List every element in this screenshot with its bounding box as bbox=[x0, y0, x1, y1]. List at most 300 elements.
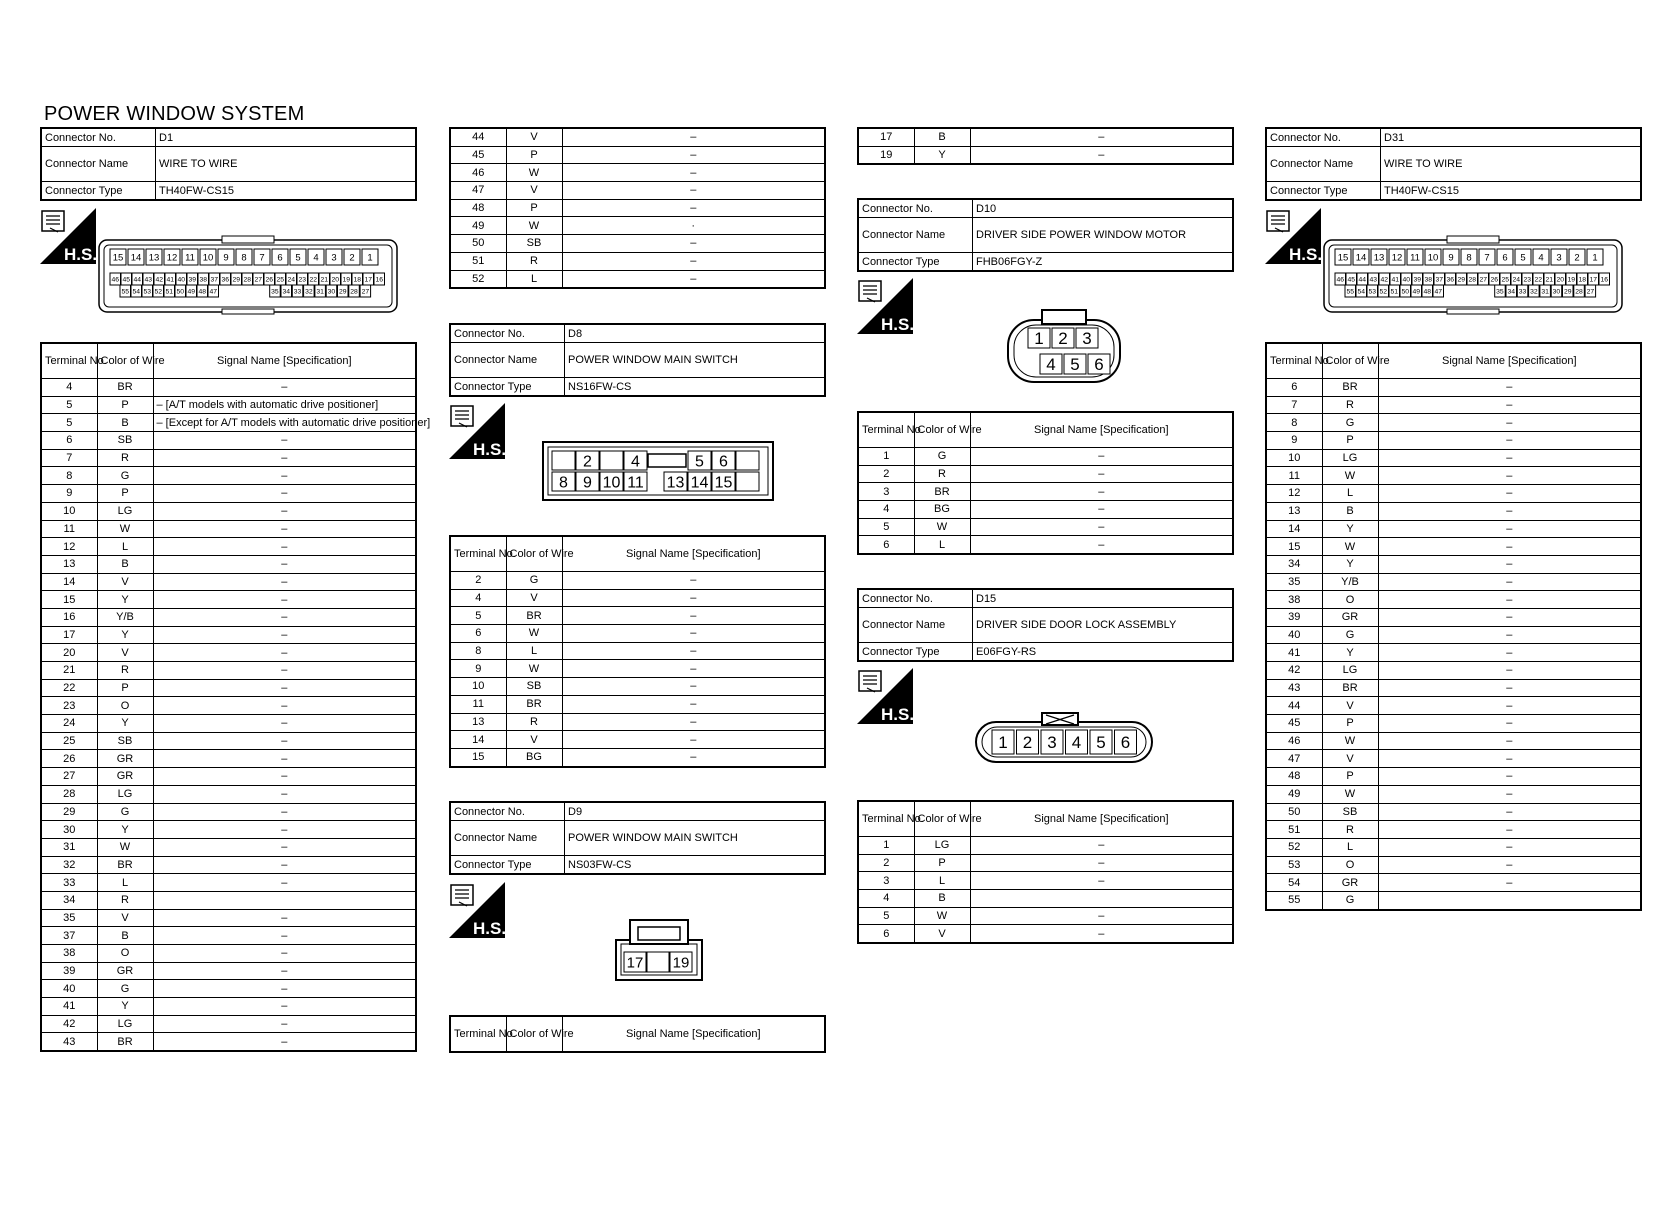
signal-name-cell: – bbox=[970, 837, 1233, 855]
terminal-no-cell: 6 bbox=[858, 536, 914, 554]
wire-color-cell: V bbox=[97, 573, 153, 591]
signal-name-cell: – bbox=[1378, 732, 1641, 750]
terminal-no-cell: 51 bbox=[1266, 821, 1322, 839]
terminal-no-cell: 13 bbox=[450, 713, 506, 731]
terminal-no-cell: 6 bbox=[450, 625, 506, 643]
connector-d9-continued bbox=[857, 127, 1234, 165]
wire-color-cell: Y bbox=[97, 998, 153, 1016]
signal-name-cell: – bbox=[1378, 821, 1641, 839]
wire-color-cell: Y/B bbox=[1322, 573, 1378, 591]
signal-name-cell: – bbox=[1378, 750, 1641, 768]
signal-name-cell: – bbox=[1378, 662, 1641, 680]
terminal-no-cell: 4 bbox=[41, 379, 97, 397]
signal-name-cell: – bbox=[153, 821, 416, 839]
table-row bbox=[41, 679, 416, 697]
hs-label: H.S. bbox=[473, 919, 507, 938]
connector-type-value: TH40FW-CS15 bbox=[156, 182, 417, 201]
table-row bbox=[41, 715, 416, 733]
signal-name-cell: – bbox=[1378, 379, 1641, 397]
wire-color-cell: P bbox=[506, 146, 562, 164]
pin-label: 54 bbox=[1357, 288, 1366, 296]
pin-label: 33 bbox=[1518, 288, 1527, 296]
table-row bbox=[450, 695, 825, 713]
hs-icon bbox=[1265, 208, 1321, 264]
signal-name-cell: – bbox=[1378, 856, 1641, 874]
pin-label: 43 bbox=[144, 276, 153, 284]
terminal-no-cell: 40 bbox=[41, 980, 97, 998]
wire-color-cell: BR bbox=[914, 483, 970, 501]
pin-label: 3 bbox=[331, 252, 337, 264]
terminal-no-header: Terminal No. bbox=[1266, 343, 1322, 379]
pin-label: 46 bbox=[111, 276, 120, 284]
wire-color-cell: BR bbox=[506, 695, 562, 713]
pin-label: 18 bbox=[1578, 276, 1587, 284]
wire-color-cell: BG bbox=[506, 748, 562, 766]
wire-color-cell: Y bbox=[1322, 520, 1378, 538]
terminal-no-cell: 10 bbox=[41, 502, 97, 520]
terminal-no-cell: 9 bbox=[1266, 432, 1322, 450]
pin-label: 27 bbox=[361, 288, 370, 296]
terminal-no-cell: 49 bbox=[450, 217, 506, 235]
wire-color-cell: R bbox=[97, 449, 153, 467]
signal-name-cell: – bbox=[970, 146, 1233, 164]
terminal-no-cell: 45 bbox=[1266, 715, 1322, 733]
wire-color-cell: SB bbox=[97, 732, 153, 750]
signal-name-cell: – bbox=[153, 697, 416, 715]
wire-color-cell: L bbox=[914, 536, 970, 554]
terminal-no-cell: 6 bbox=[41, 432, 97, 450]
wire-color-cell: L bbox=[914, 872, 970, 890]
wire-color-cell: W bbox=[506, 217, 562, 235]
terminal-no-cell: 10 bbox=[450, 678, 506, 696]
pin-label: 48 bbox=[198, 288, 207, 296]
pin-label: 26 bbox=[1490, 276, 1499, 284]
pin-label: 27 bbox=[1479, 276, 1488, 284]
pin-label: 2 bbox=[583, 453, 592, 471]
table-row bbox=[450, 235, 825, 253]
pin-label: 51 bbox=[1390, 288, 1399, 296]
pin-label: 6 bbox=[1094, 355, 1104, 375]
signal-name-cell: – bbox=[562, 146, 825, 164]
table-row bbox=[450, 146, 825, 164]
pin-label: 8 bbox=[241, 252, 247, 264]
terminal-no-cell: 44 bbox=[1266, 697, 1322, 715]
table-row bbox=[41, 980, 416, 998]
pin-label: 42 bbox=[155, 276, 164, 284]
wire-color-cell: LG bbox=[97, 1015, 153, 1033]
lock-tab bbox=[1042, 310, 1086, 324]
connector-d8-block bbox=[449, 323, 826, 397]
terminal-no-cell: 41 bbox=[1266, 644, 1322, 662]
table-row bbox=[41, 768, 416, 786]
table-row bbox=[41, 414, 416, 432]
pin-label: 21 bbox=[320, 276, 329, 284]
wire-color-cell: W bbox=[97, 520, 153, 538]
signal-name-cell: – bbox=[1378, 520, 1641, 538]
table-row bbox=[450, 731, 825, 749]
pin-label: 50 bbox=[1401, 288, 1410, 296]
connector-d31-face bbox=[1323, 236, 1623, 319]
terminal-no-cell: 43 bbox=[41, 1033, 97, 1051]
pin-label: 6 bbox=[1120, 733, 1131, 753]
pin-label: 44 bbox=[1358, 276, 1367, 284]
terminal-no-cell: 22 bbox=[41, 679, 97, 697]
terminal-no-cell: 3 bbox=[858, 872, 914, 890]
pin-label: 5 bbox=[1520, 252, 1526, 264]
connector-d1-pin-table bbox=[40, 342, 431, 1052]
signal-name-cell bbox=[153, 891, 416, 909]
connector-d10-block bbox=[857, 198, 1234, 272]
pin-label: 1 bbox=[1034, 329, 1044, 349]
pin-label: 33 bbox=[293, 288, 302, 296]
terminal-no-cell: 13 bbox=[1266, 502, 1322, 520]
table-row bbox=[450, 128, 825, 146]
connector-d10-pin-table-wrap bbox=[857, 411, 1234, 555]
wire-color-cell: W bbox=[506, 164, 562, 182]
table-row bbox=[450, 182, 825, 200]
connector-d1-face bbox=[98, 236, 398, 319]
table-row bbox=[41, 626, 416, 644]
pin-label: 35 bbox=[1496, 288, 1504, 296]
terminal-no-cell: 49 bbox=[1266, 785, 1322, 803]
connector-name-label: Connector Name bbox=[858, 218, 973, 253]
pin-label: 38 bbox=[1424, 276, 1433, 284]
table-row bbox=[858, 483, 1233, 501]
wire-color-cell: Y bbox=[97, 821, 153, 839]
signal-name-cell: – bbox=[970, 128, 1233, 146]
table-row bbox=[450, 642, 825, 660]
wire-color-cell: R bbox=[97, 662, 153, 680]
connector-d1-block bbox=[40, 127, 417, 201]
pin-label: 2 bbox=[1022, 733, 1033, 753]
table-row bbox=[450, 748, 825, 766]
signal-name-cell: – bbox=[153, 1015, 416, 1033]
pin-label: 42 bbox=[1380, 276, 1389, 284]
terminal-no-cell: 48 bbox=[450, 199, 506, 217]
wire-color-cell: BR bbox=[1322, 679, 1378, 697]
terminal-no-cell: 44 bbox=[450, 128, 506, 146]
signal-name-cell: – bbox=[1378, 502, 1641, 520]
wire-color-cell: LG bbox=[1322, 662, 1378, 680]
wire-color-cell: SB bbox=[506, 678, 562, 696]
pin-label: 15 bbox=[714, 474, 733, 492]
terminal-no-cell: 28 bbox=[41, 785, 97, 803]
pin-label: 14 bbox=[690, 474, 709, 492]
table-row bbox=[41, 945, 416, 963]
pin-label: 47 bbox=[1434, 288, 1443, 296]
pin-label: 23 bbox=[1523, 276, 1532, 284]
terminal-no-cell: 29 bbox=[41, 803, 97, 821]
pin-label: 52 bbox=[1379, 288, 1388, 296]
pin-label: 27 bbox=[254, 276, 263, 284]
terminal-no-cell: 21 bbox=[41, 662, 97, 680]
table-row bbox=[450, 270, 825, 288]
pin-label: 20 bbox=[1556, 276, 1565, 284]
hs-icon bbox=[40, 208, 96, 264]
pin-label: 28 bbox=[1575, 288, 1583, 296]
table-row bbox=[41, 467, 416, 485]
table-row bbox=[450, 252, 825, 270]
table-row bbox=[1266, 768, 1641, 786]
pin-label: 39 bbox=[188, 276, 197, 284]
hs-icon bbox=[857, 278, 913, 334]
terminal-no-cell: 4 bbox=[858, 501, 914, 519]
pin-label: 5 bbox=[1096, 733, 1106, 753]
wire-color-cell: R bbox=[914, 465, 970, 483]
wire-color-cell: BR bbox=[506, 607, 562, 625]
connector-d10-face bbox=[1006, 308, 1122, 389]
terminal-no-cell: 55 bbox=[1266, 891, 1322, 909]
wire-color-cell: BR bbox=[97, 856, 153, 874]
wire-color-cell: GR bbox=[97, 768, 153, 786]
signal-name-cell: – bbox=[1378, 449, 1641, 467]
terminal-no-cell: 5 bbox=[858, 518, 914, 536]
terminal-no-cell: 39 bbox=[41, 962, 97, 980]
signal-name-cell: – bbox=[153, 379, 416, 397]
connector-type-label: Connector Type bbox=[450, 856, 565, 875]
wire-color-cell: GR bbox=[1322, 874, 1378, 892]
terminal-no-cell: 46 bbox=[1266, 732, 1322, 750]
wire-color-cell: LG bbox=[1322, 449, 1378, 467]
terminal-no-cell: 6 bbox=[858, 925, 914, 943]
terminal-no-cell: 34 bbox=[41, 891, 97, 909]
color-header: Color of Wire bbox=[97, 343, 153, 379]
terminal-no-cell: 23 bbox=[41, 697, 97, 715]
connector-d9-block bbox=[449, 801, 826, 875]
signal-name-cell: – bbox=[1378, 838, 1641, 856]
table-row bbox=[41, 644, 416, 662]
pin-label: 29 bbox=[1563, 288, 1572, 296]
pin-label: 53 bbox=[143, 288, 152, 296]
wire-color-cell: W bbox=[914, 518, 970, 536]
connector-no-value: D31 bbox=[1381, 128, 1642, 147]
signal-name-cell: – bbox=[562, 748, 825, 766]
terminal-no-cell: 30 bbox=[41, 821, 97, 839]
pin-label: 28 bbox=[350, 288, 358, 296]
connector-d9-cont-pin-table bbox=[857, 127, 1234, 165]
signal-name-cell: – bbox=[153, 874, 416, 892]
empty-cavity bbox=[552, 451, 575, 470]
signal-name-cell bbox=[970, 890, 1233, 908]
wire-color-cell: V bbox=[506, 589, 562, 607]
pin-label: 8 bbox=[559, 474, 568, 492]
pin-label: 49 bbox=[187, 288, 196, 296]
table-row bbox=[1266, 485, 1641, 503]
wire-color-cell: Y bbox=[914, 146, 970, 164]
connector-d15-block bbox=[857, 588, 1234, 662]
pin-label: 44 bbox=[133, 276, 142, 284]
pin-label: 35 bbox=[271, 288, 279, 296]
wire-color-cell: B bbox=[914, 890, 970, 908]
wire-color-cell: G bbox=[914, 448, 970, 466]
pin-label: 9 bbox=[1448, 252, 1454, 264]
wire-color-cell: P bbox=[1322, 432, 1378, 450]
wire-color-cell: G bbox=[1322, 626, 1378, 644]
pin-label: 13 bbox=[148, 252, 160, 264]
terminal-no-cell: 19 bbox=[858, 146, 914, 164]
connector-type-label: Connector Type bbox=[858, 643, 973, 662]
hs-label: H.S. bbox=[881, 705, 915, 724]
pin-label: 34 bbox=[282, 288, 291, 296]
table-row bbox=[858, 872, 1233, 890]
signal-name-cell: – bbox=[970, 536, 1233, 554]
pin-label: 12 bbox=[1391, 252, 1403, 264]
signal-name-cell: – bbox=[1378, 591, 1641, 609]
table-row bbox=[450, 660, 825, 678]
connector-d31-header bbox=[1265, 127, 1642, 201]
wire-color-cell: O bbox=[97, 945, 153, 963]
connector-type-label: Connector Type bbox=[858, 253, 973, 272]
signal-name-cell: – bbox=[153, 555, 416, 573]
table-row bbox=[450, 572, 825, 590]
terminal-no-cell: 34 bbox=[1266, 555, 1322, 573]
pin-label: 3 bbox=[1556, 252, 1562, 264]
connector-no-value: D8 bbox=[565, 324, 826, 343]
pin-label: 2 bbox=[1574, 252, 1580, 264]
table-row bbox=[41, 803, 416, 821]
hs-icon bbox=[449, 403, 505, 459]
wire-color-cell: Y bbox=[97, 626, 153, 644]
table-row bbox=[858, 146, 1233, 164]
wire-color-cell: SB bbox=[506, 235, 562, 253]
signal-name-cell: – bbox=[153, 732, 416, 750]
pin-label: 25 bbox=[1501, 276, 1510, 284]
connector-d15-pin-table-wrap bbox=[857, 800, 1234, 944]
pin-label: 16 bbox=[1600, 276, 1609, 284]
connector-d1-header bbox=[40, 127, 417, 201]
pin-label: 19 bbox=[1567, 276, 1576, 284]
wire-color-cell: R bbox=[506, 252, 562, 270]
pin-label: 9 bbox=[583, 474, 592, 492]
signal-name-cell: – bbox=[153, 715, 416, 733]
table-row bbox=[41, 538, 416, 556]
table-row bbox=[1266, 591, 1641, 609]
table-row bbox=[1266, 785, 1641, 803]
terminal-no-cell: 8 bbox=[1266, 414, 1322, 432]
signal-header: Signal Name [Specification] bbox=[1378, 343, 1641, 379]
connector-d10-header bbox=[857, 198, 1234, 272]
terminal-no-cell: 48 bbox=[1266, 768, 1322, 786]
table-row bbox=[1266, 715, 1641, 733]
connector-type-value: NS16FW-CS bbox=[565, 378, 826, 397]
signal-name-cell: – bbox=[1378, 679, 1641, 697]
connector-d1-pin-table-wrap bbox=[40, 342, 431, 1052]
signal-name-cell: – bbox=[153, 449, 416, 467]
table-row bbox=[41, 573, 416, 591]
pin-label: 28 bbox=[1468, 276, 1477, 284]
pin-label: 50 bbox=[176, 288, 185, 296]
connector-name-value: POWER WINDOW MAIN SWITCH bbox=[565, 821, 826, 856]
signal-name-cell: – bbox=[562, 695, 825, 713]
table-row bbox=[41, 396, 416, 414]
table-row bbox=[41, 520, 416, 538]
terminal-no-cell: 47 bbox=[450, 182, 506, 200]
connector-d1-continued bbox=[449, 127, 826, 289]
signal-name-cell: – bbox=[562, 182, 825, 200]
table-row bbox=[450, 199, 825, 217]
pin-label: 11 bbox=[627, 474, 644, 492]
hs-label: H.S. bbox=[64, 245, 98, 264]
pin-label: 55 bbox=[121, 288, 130, 296]
wire-color-cell: Y/B bbox=[97, 608, 153, 626]
connector-type-value: E06FGY-RS bbox=[973, 643, 1234, 662]
wire-color-cell: Y bbox=[97, 715, 153, 733]
table-row bbox=[1266, 573, 1641, 591]
signal-name-cell: – bbox=[562, 731, 825, 749]
connector-name-value: WIRE TO WIRE bbox=[1381, 147, 1642, 182]
table-row bbox=[1266, 750, 1641, 768]
terminal-no-cell: 8 bbox=[450, 642, 506, 660]
terminal-no-cell: 5 bbox=[41, 396, 97, 414]
signal-name-cell: – bbox=[562, 678, 825, 696]
terminal-no-cell: 27 bbox=[41, 768, 97, 786]
table-row bbox=[450, 678, 825, 696]
connector-name-label: Connector Name bbox=[41, 147, 156, 182]
table-row bbox=[1266, 856, 1641, 874]
connector-no-label: Connector No. bbox=[1266, 128, 1381, 147]
connector-d8-pin-table-wrap bbox=[449, 535, 826, 768]
table-row bbox=[1266, 520, 1641, 538]
signal-name-cell: – bbox=[562, 572, 825, 590]
signal-name-cell: – bbox=[562, 713, 825, 731]
table-row bbox=[858, 925, 1233, 943]
table-row bbox=[1266, 891, 1641, 909]
pin-label: 24 bbox=[287, 276, 296, 284]
pin-label: 2 bbox=[349, 252, 355, 264]
pin-label: 7 bbox=[1484, 252, 1490, 264]
table-row bbox=[41, 485, 416, 503]
pin-label: 16 bbox=[375, 276, 384, 284]
pin-label: 22 bbox=[309, 276, 318, 284]
connector-outline bbox=[1447, 236, 1499, 243]
terminal-no-header: Terminal No. bbox=[450, 536, 506, 572]
wire-color-cell: P bbox=[97, 679, 153, 697]
wire-color-cell: V bbox=[914, 925, 970, 943]
wire-color-cell: P bbox=[1322, 715, 1378, 733]
connector-d15-face bbox=[974, 710, 1154, 769]
pin-label: 5 bbox=[695, 453, 704, 471]
signal-name-cell: – bbox=[153, 927, 416, 945]
table-row bbox=[41, 909, 416, 927]
pin-label: 55 bbox=[1346, 288, 1355, 296]
signal-name-cell: – bbox=[153, 803, 416, 821]
terminal-no-cell: 38 bbox=[1266, 591, 1322, 609]
wire-color-cell: GR bbox=[97, 962, 153, 980]
pin-label: 43 bbox=[1369, 276, 1378, 284]
pin-label: 19 bbox=[342, 276, 351, 284]
signal-name-cell: – bbox=[153, 432, 416, 450]
wire-color-cell: G bbox=[1322, 414, 1378, 432]
wire-color-cell: B bbox=[1322, 502, 1378, 520]
wire-color-cell: L bbox=[506, 642, 562, 660]
connector-outline bbox=[222, 309, 274, 314]
table-row bbox=[1266, 679, 1641, 697]
signal-name-cell: – bbox=[153, 662, 416, 680]
table-row bbox=[41, 891, 416, 909]
wire-color-cell: W bbox=[97, 838, 153, 856]
signal-name-cell: – bbox=[153, 502, 416, 520]
connector-no-value: D9 bbox=[565, 802, 826, 821]
terminal-no-header: Terminal No. bbox=[858, 801, 914, 837]
pin-label: 20 bbox=[331, 276, 340, 284]
table-row bbox=[41, 662, 416, 680]
signal-header: Signal Name [Specification] bbox=[970, 801, 1233, 837]
signal-name-cell: – bbox=[153, 980, 416, 998]
wire-color-cell: P bbox=[1322, 768, 1378, 786]
wire-color-cell: LG bbox=[97, 502, 153, 520]
table-row bbox=[41, 750, 416, 768]
terminal-no-header: Terminal No. bbox=[858, 412, 914, 448]
